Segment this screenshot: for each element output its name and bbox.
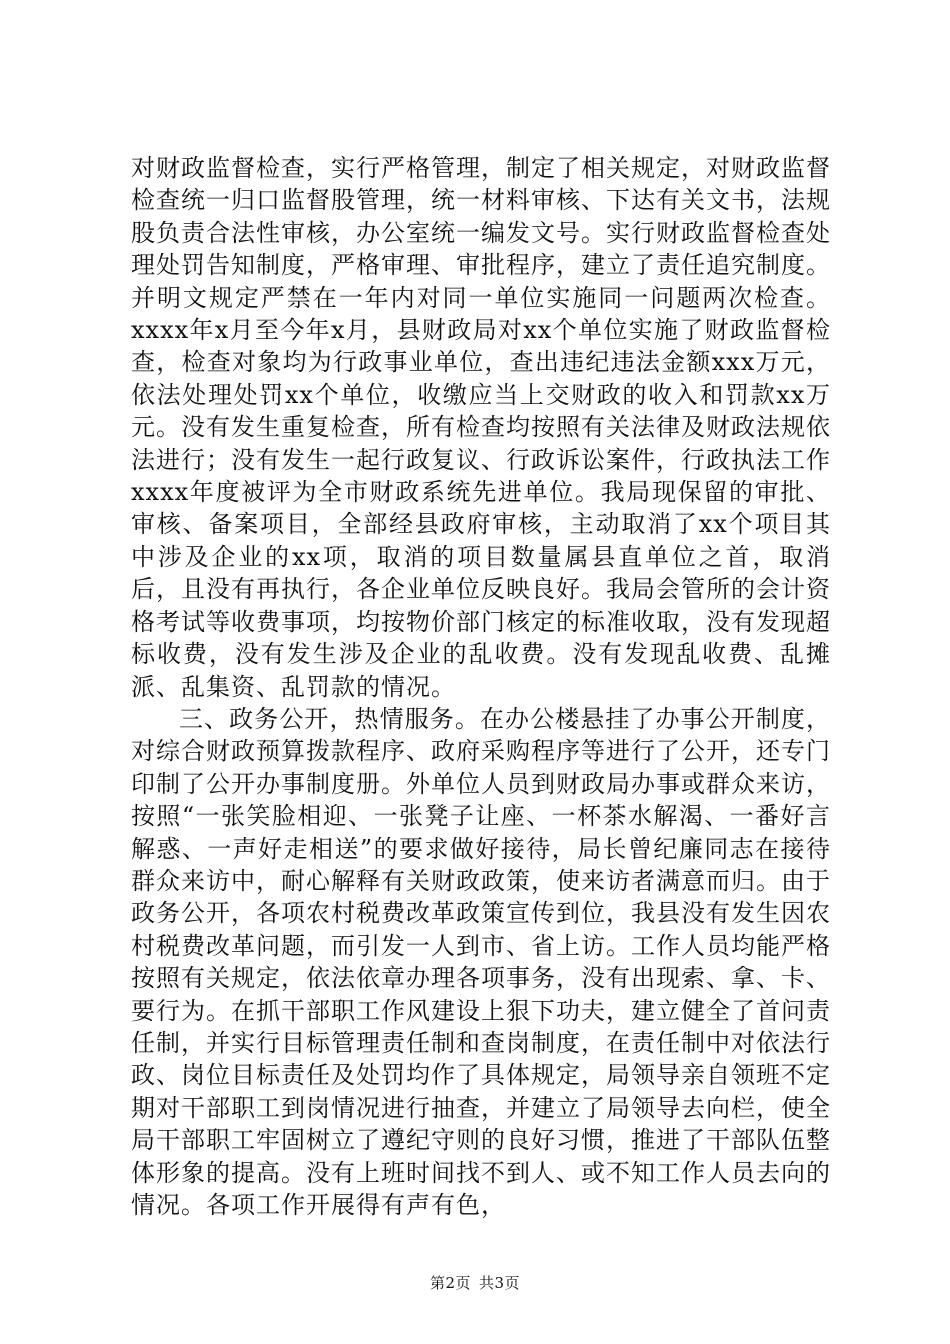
page-footer [0, 1272, 950, 1293]
document-body [131, 152, 831, 1221]
page-total: 共3页 [479, 1274, 521, 1292]
paragraph-2: 三、政务公开，热情服务。在办公楼悬挂了办事公开制度，对综合财政预算拨款程序、政府采购程序等进行了公开，还专门印制了公开办事制度册。外单位人员到财政局办事或群众来访，按照“一张笑脸相迎、一张凳子让座、一杯茶水解渴、一番好言解惑、一声好走相送”的要求做好接待，局长曾纪廉同志在接待群众来访中，耐心解释有关财政政策，使来访者满意而归。由于政务公开，各项农村税费改革政策宣传到位，我县没有发生因农村税费改革问题，而引发一人到市、省上访。工作人员均能严格按照有关规定，依法依章办理各项事务，没有出现索、拿、卡、要行为。在抓干部职工作风建设上狠下功夫，建立健全了首问责任制，并实行目标管理责任制和查岗制度，在责任制中对依法行政、岗位目标责任及处罚均作了具体规定，局领导亲自领班不定期对干部职工到岗情况进行抽查，并建立了局领导去向栏，使全局干部职工牢固树立了遵纪守则的良好习惯，推进了干部队伍整体形象的提高。没有上班时间找不到人、或不知工作人员去向的情况。各项工作开展得有声有色， [131, 704, 831, 1219]
page-number: 第2页 [429, 1274, 471, 1292]
paragraph-1: 对财政监督检查，实行严格管理，制定了相关规定，对财政监督检查统一归口监督股管理，统一材料审核、下达有关文书，法规股负责合法性审核，办公室统一编发文号。实行财政监督检查处理处罚告知制度，严格审理、审批程序，建立了责任追究制度。并明文规定严禁在一年内对同一单位实施同一问题两次检查。xxxx年x月至今年x月，县财政局对xx个单位实施了财政监督检查，检查对象均为行政事业单位，查出违纪违法金额xxx万元，依法处理处罚xx个单位，收缴应当上交财政的收入和罚款xx万元。没有发生重复检查，所有检查均按照有关法律及财政法规依法进行；没有发生一起行政复议、行政诉讼案件，行政执法工作xxxx年度被评为全市财政系统先进单位。我局现保留的审批、审核、备案项目，全部经县政府审核，主动取消了xx个项目其中涉及企业的xx项，取消的项目数量属县直单位之首，取消后，且没有再执行，各企业单位反映良好。我局会管所的会计资格考试等收费事项，均按物价部门核定的标准收取，没有发现超标收费，没有发生涉及企业的乱收费。没有发现乱收费、乱摊派、乱集资、乱罚款的情况。 [131, 154, 831, 701]
